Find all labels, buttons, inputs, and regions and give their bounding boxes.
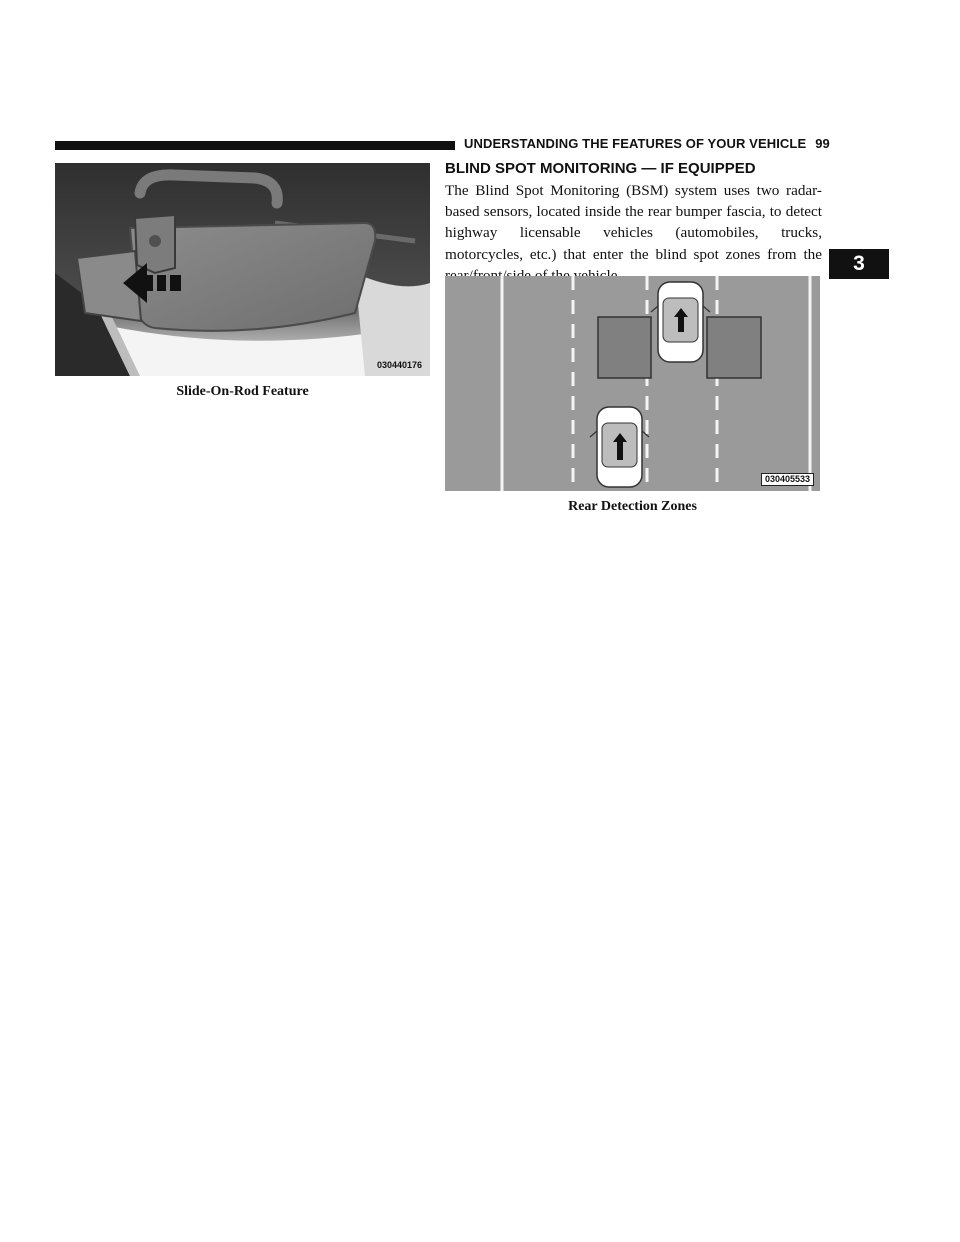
section-heading: BLIND SPOT MONITORING — IF EQUIPPED [445, 160, 756, 177]
figure-code: 030405533 [761, 473, 814, 486]
detection-zones-diagram [445, 276, 820, 491]
sun-visor-illustration [55, 163, 430, 376]
header-title: UNDERSTANDING THE FEATURES OF YOUR VEHICLE [464, 136, 807, 151]
left-detection-zone [598, 317, 651, 378]
rear-detection-zones-figure [445, 276, 820, 491]
slide-on-rod-figure [55, 163, 430, 376]
figure-caption: Rear Detection Zones [568, 499, 697, 514]
body-paragraph: The Blind Spot Monitoring (BSM) system uses two radar-based sensors, located inside the rear bumper fascia, to detect highway licensable vehicles (automobiles, trucks, motorcycles, etc.) that enter the blind spot zones from the [445, 182, 822, 263]
chapter-tab: 3 [829, 249, 889, 279]
page-number: 99 [815, 136, 830, 151]
figure-code: 030440176 [376, 360, 422, 370]
right-detection-zone [707, 317, 761, 378]
header-rule [55, 141, 455, 150]
running-header [464, 136, 830, 151]
figure-caption: Slide-On-Rod Feature [176, 384, 309, 399]
rear-car-icon [590, 407, 649, 487]
front-car-icon [651, 282, 710, 362]
